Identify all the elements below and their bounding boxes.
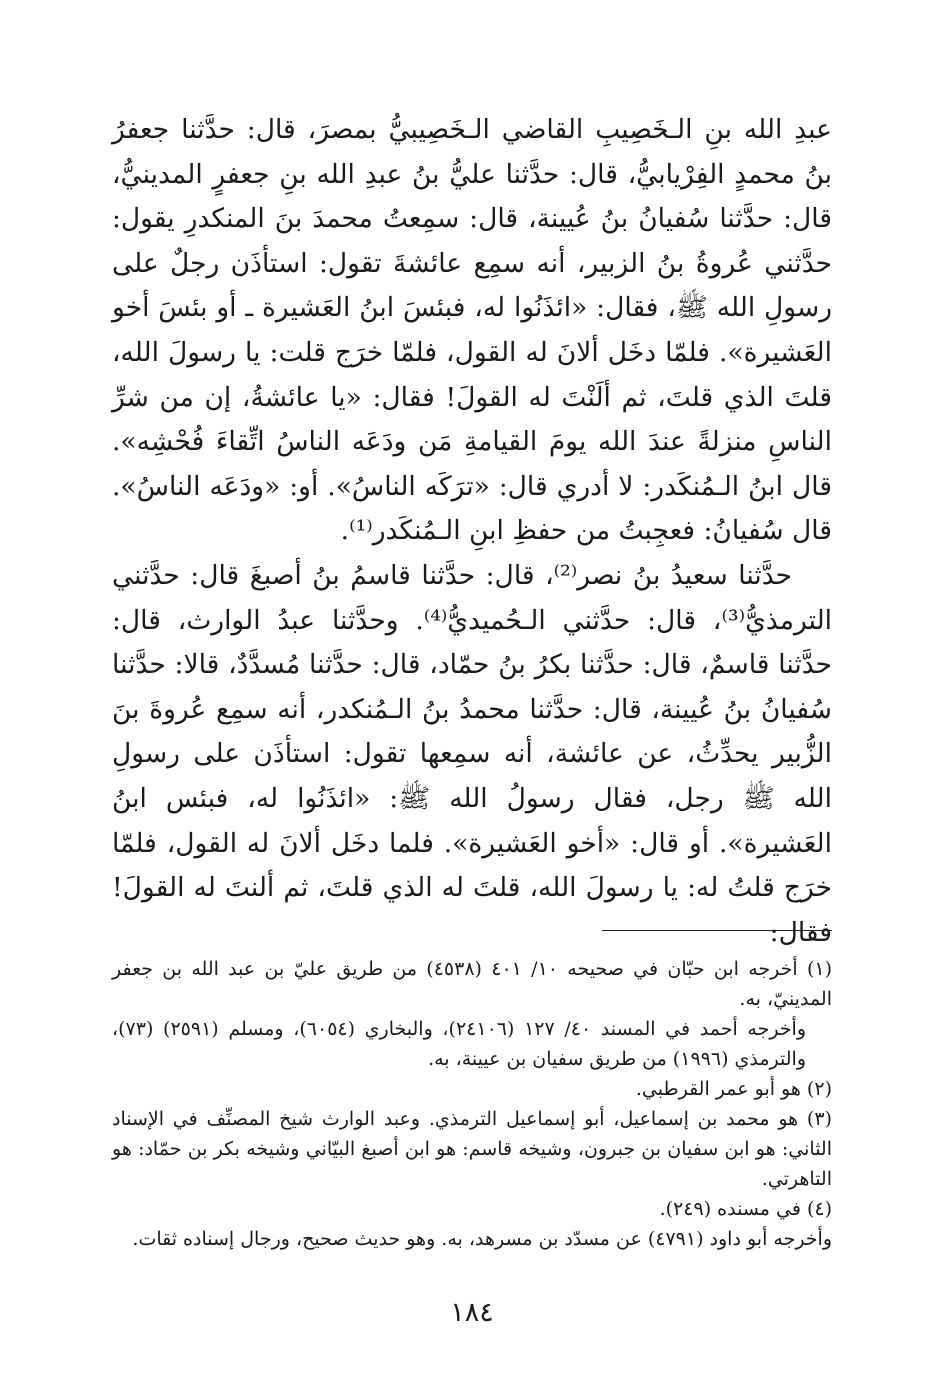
footnote-2: (٢) هو أبو عمر القرطبي.: [635, 1078, 832, 1100]
footnote-1: (١) أخرجه ابن حبّان في صحيحه ١٠/ ٤٠١ (٤٥٣٨) من طريق عليّ بن عبد الله بن جعفر المدينيّ، به.: [112, 958, 833, 1010]
footnote-3: (٣) هو محمد بن إسماعيل، أبو إسماعيل الترمذي. وعبد الوارث شيخ المصنِّف في الإسناد الثاني: هو ابن سفيان بن جبرون، وشيخه قاسم: هو ابن أصبغ البيّاني وشيخه بكر بن حمّاد: هو التاهرتي.: [112, 1108, 832, 1190]
page-number: ١٨٤: [450, 1297, 494, 1328]
hadith-paragraph-1: عبدِ الله بنِ الـخَصِيبِ القاضي الـخَصِيبيُّ بمصرَ، قال: حدَّثنا جعفرُ بنُ محمدٍ الفِرْيابيُّ، قال: حدَّثنا عليُّ بنُ عبدِ الله بنِ جعفرٍ المدينيُّ، قال: حدَّثنا سُفيانُ بنُ عُيينة، قال: سمِعتُ محمدَ بنَ المنكدرِ يقول: حدَّثني عُروةُ بنُ الزبير، أنه سمِع عائشةَ تقول: استأذَن رجلٌ على رسولِ الله ﷺ، فقال: «ائذَنُوا له، فبئسَ ابنُ العَشيرة ـ أو بئسَ أخو العَشيرة». فلمّا دخَل ألانَ له القول، فلمّا خرَج قلت: يا رسولَ الله، قلتَ الذي قلتَ، ثم ألَنْتَ له القولَ! فقال: «يا عائشةُ، إن من شرِّ الناسِ منزلةً عندَ الله يومَ القيامةِ مَن ودَعَه الناسُ اتِّقاءَ فُحْشِه». قال ابنُ الـمُنكَدر: لا أدري قال: «ترَكَه الناسُ». أو: «ودَعَه الناسُ». قال سُفيانُ: فعجِبتُ من حفظِ ابنِ الـمُنكَدر⁽¹⁾.: [112, 114, 832, 547]
hadith-paragraph-2: حدَّثنا سعيدُ بنُ نصر⁽²⁾، قال: حدَّثنا قاسمُ بنُ أصبغَ قال: حدَّثني الترمذيُّ⁽³⁾، قال: حدَّثني الـحُميديُّ⁽⁴⁾. وحدَّثنا عبدُ الوارث، قال: حدَّثنا قاسمٌ، قال: حدَّثنا بكرُ بنُ حمّاد، قال: حدَّثنا مُسدَّدٌ، قالا: حدَّثنا سُفيانُ بنُ عُيينة، قال: حدَّثنا محمدُ بنُ الـمُنكدر، أنه سمِع عُروةَ بنَ الزُّبير يحدِّثُ، عن عائشة، أنه سمِعها تقول: استأذَن على رسولِ الله ﷺ رجل، فقال رسولُ الله ﷺ: «ائذَنُوا له، فبئس ابنُ العَشيرة». أو قال: «أخو العَشيرة». فلما دخَل ألانَ له القول، فلمّا خرَج قلتُ له: يا رسولَ الله، قلتَ له الذي قلتَ، ثم ألنتَ له القولَ! فقال:: [112, 559, 833, 948]
footnote-4: (٤) في مسنده (٢٤٩).: [659, 1198, 832, 1220]
footnotes-block: [112, 954, 832, 1254]
footnote-divider: [602, 930, 832, 931]
footnote-1-continuation: وأخرجه أحمد في المسند ٤٠/ ١٢٧ (٢٤١٠٦)، والبخاري (٦٠٥٤)، ومسلم (٢٥٩١) (٧٣)، والترمذي (١٩٩٦) من طريق سفيان بن عيينة، به.: [112, 1018, 806, 1070]
footnote-4-continuation: وأخرجه أبو داود (٤٧٩١) عن مسدّد بن مسرهد، به. وهو حديث صحيح، ورجال إسناده ثقات.: [132, 1228, 832, 1250]
main-text-block: [112, 108, 832, 955]
